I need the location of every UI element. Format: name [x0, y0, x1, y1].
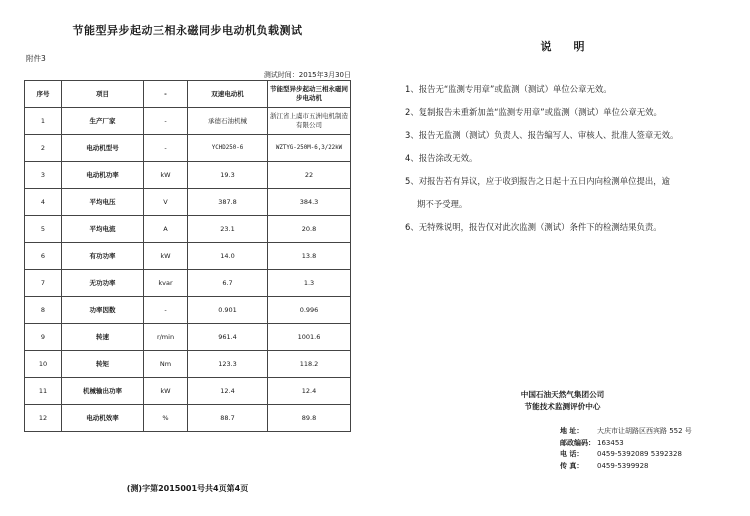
contact-value: 大庆市让胡路区西宾路 552 号 [597, 427, 692, 435]
cell-item: 无功功率 [62, 270, 144, 297]
contact-label: 地 址： [560, 427, 584, 435]
cell-dual-speed-value: 14.0 [188, 243, 268, 270]
cell-index: 1 [25, 108, 62, 135]
note-item [405, 147, 740, 170]
note-text: 1、报告无“监测专用章”或监测（测试）单位公章无效。 [405, 84, 612, 94]
note-text: 5、对报告若有异议，应于收到报告之日起十五日内向检测单位提出，逾 [405, 176, 670, 186]
cell-pm-sync-value: 89.8 [268, 405, 351, 432]
note-text: 2、复制报告未重新加盖“监测专用章”或监测（测试）单位公章无效。 [405, 107, 662, 117]
cell-index: 10 [25, 351, 62, 378]
table-row [25, 135, 351, 162]
cell-pm-sync-value: 384.3 [268, 189, 351, 216]
cell-item: 电动机型号 [62, 135, 144, 162]
cell-dual-speed-value: 19.3 [188, 162, 268, 189]
cell-dual-speed-value: 88.7 [188, 405, 268, 432]
cell-dual-speed-value: 23.1 [188, 216, 268, 243]
right-page [375, 0, 750, 516]
contact-value: 0459-5392089 5392328 [597, 450, 682, 458]
cell-dual-speed-value: 12.4 [188, 378, 268, 405]
cell-index: 11 [25, 378, 62, 405]
cell-unit: - [144, 135, 188, 162]
table-row [25, 189, 351, 216]
contact-value: 163453 [597, 438, 624, 447]
contact-label: 传 真： [560, 461, 584, 470]
cell-pm-sync-value: WZTYG-250M-6,3/22kW [268, 135, 351, 162]
cell-unit: - [144, 108, 188, 135]
cell-pm-sync-value: 1001.6 [268, 324, 351, 351]
test-time: 测试时间：2015年3月30日 [263, 71, 351, 79]
header-cell-unit: - [144, 81, 188, 108]
cell-unit: % [144, 405, 188, 432]
cell-item: 生产厂家 [62, 108, 144, 135]
contact-label: 邮政编码： [560, 438, 595, 447]
cell-dual-speed-value: 387.8 [188, 189, 268, 216]
cell-index: 12 [25, 405, 62, 432]
contact-row [560, 438, 692, 450]
cell-item: 电动机效率 [62, 405, 144, 432]
cell-unit: A [144, 216, 188, 243]
table-row [25, 405, 351, 432]
contact-row [560, 449, 692, 461]
cell-index: 5 [25, 216, 62, 243]
table-row [25, 108, 351, 135]
table-row [25, 324, 351, 351]
note-text: 4、报告涂改无效。 [405, 153, 478, 163]
cell-item: 功率因数 [62, 297, 144, 324]
note-text: 6、无特殊说明，报告仅对此次监测（测试）条件下的检测结果负责。 [405, 222, 662, 232]
cell-item: 机械输出功率 [62, 378, 144, 405]
cell-dual-speed-value: 6.7 [188, 270, 268, 297]
note-continuation: 期不予受理。 [417, 199, 468, 209]
cell-unit: kW [144, 243, 188, 270]
table-row [25, 216, 351, 243]
cell-dual-speed-value: YCHD250-6 [188, 135, 268, 162]
report-title: 节能型异步起动三相永磁同步电动机负载测试 [72, 24, 303, 37]
cell-unit: kvar [144, 270, 188, 297]
cell-pm-sync-value: 13.8 [268, 243, 351, 270]
table-row [25, 297, 351, 324]
cell-index: 4 [25, 189, 62, 216]
cell-item: 转速 [62, 324, 144, 351]
contact-row [560, 426, 692, 438]
cell-unit: V [144, 189, 188, 216]
header-cell-index: 序号 [25, 81, 62, 108]
table-row [25, 162, 351, 189]
cell-unit: kW [144, 162, 188, 189]
note-item [405, 170, 740, 216]
table-header-row [25, 81, 351, 108]
header-cell-item: 项目 [62, 81, 144, 108]
table-row [25, 270, 351, 297]
cell-unit: kW [144, 378, 188, 405]
table-row [25, 378, 351, 405]
cell-item: 电动机功率 [62, 162, 144, 189]
contact-block [560, 426, 692, 472]
note-item [405, 101, 740, 124]
cell-pm-sync-value: 118.2 [268, 351, 351, 378]
cell-unit: - [144, 297, 188, 324]
cell-item: 平均电压 [62, 189, 144, 216]
cell-unit: r/min [144, 324, 188, 351]
notes-list [405, 78, 740, 239]
cell-index: 7 [25, 270, 62, 297]
contact-value: 0459-5399928 [597, 461, 649, 470]
organization-block [375, 389, 750, 413]
cell-pm-sync-value: 1.3 [268, 270, 351, 297]
notes-heading: 说明 [540, 40, 607, 53]
cell-item: 有功功率 [62, 243, 144, 270]
organization-center: 节能技术监测评价中心 [524, 402, 601, 411]
table-row [25, 243, 351, 270]
cell-dual-speed-value: 0.901 [188, 297, 268, 324]
cell-pm-sync-value: 22 [268, 162, 351, 189]
note-item [405, 78, 740, 101]
attachment-label: 附件3 [26, 54, 46, 63]
cell-dual-speed-value: 承德石油机械 [188, 108, 268, 135]
cell-item: 转矩 [62, 351, 144, 378]
cell-item: 平均电流 [62, 216, 144, 243]
note-item [405, 216, 740, 239]
cell-pm-sync-value: 0.996 [268, 297, 351, 324]
header-cell-dual-speed-motor: 双速电动机 [188, 81, 268, 108]
note-item [405, 124, 740, 147]
cell-pm-sync-value: 20.8 [268, 216, 351, 243]
cell-unit: Nm [144, 351, 188, 378]
page-footer: (测)字第2015001号共4页第4页 [126, 484, 249, 493]
cell-pm-sync-value: 浙江省上虞市五洲电机制造有限公司 [268, 108, 351, 135]
organization-name: 中国石油天然气集团公司 [520, 390, 605, 399]
cell-index: 2 [25, 135, 62, 162]
cell-dual-speed-value: 123.3 [188, 351, 268, 378]
cell-index: 3 [25, 162, 62, 189]
cell-index: 8 [25, 297, 62, 324]
table-body [25, 108, 351, 432]
table-row [25, 351, 351, 378]
cell-pm-sync-value: 12.4 [268, 378, 351, 405]
load-test-table [24, 80, 351, 432]
cell-index: 6 [25, 243, 62, 270]
contact-row [560, 461, 692, 473]
header-cell-pm-sync-motor: 节能型异步起动三相永磁同步电动机 [268, 81, 351, 108]
contact-label: 电 话： [560, 450, 584, 458]
note-text: 3、报告无监测（测试）负责人、报告编写人、审核人、批准人签章无效。 [405, 130, 679, 140]
cell-index: 9 [25, 324, 62, 351]
cell-dual-speed-value: 961.4 [188, 324, 268, 351]
